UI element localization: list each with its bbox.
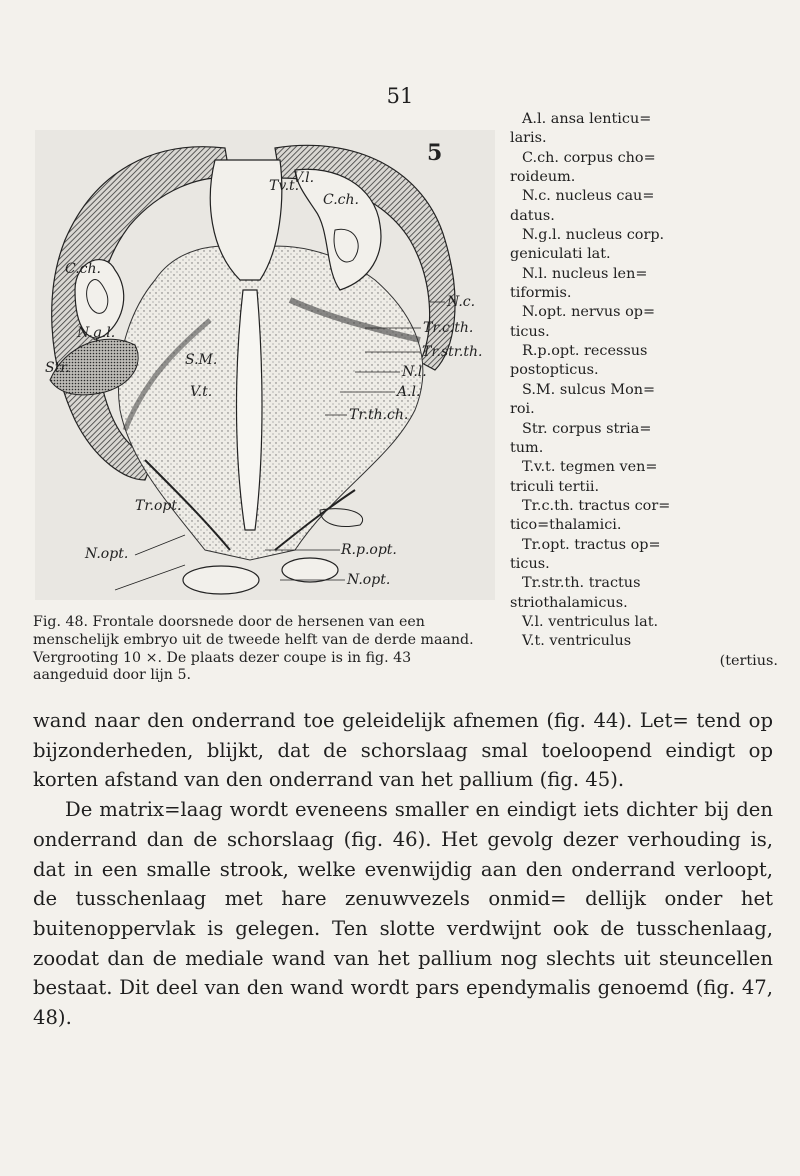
- legend-item: C.ch. corpus cho= roideum.: [510, 149, 656, 186]
- page-number: 51: [386, 84, 414, 108]
- caption-line: Fig. 48. Frontale doorsnede door de hersenen van een: [33, 614, 425, 630]
- label-v-l: V.l.: [293, 170, 315, 186]
- legend-item: V.l. ventriculus lat.: [522, 613, 659, 630]
- label-c-ch-right: C.ch.: [323, 192, 359, 208]
- label-str: Str.: [45, 360, 70, 376]
- legend-item: N.l. nucleus len= tiformis.: [510, 265, 648, 302]
- legend-item: S.M. sulcus Mon= roi.: [510, 381, 656, 418]
- legend-item: Tr.str.th. tractus striothalamicus.: [510, 575, 641, 611]
- body-text: [33, 706, 773, 1033]
- caption-line: menschelijk embryo uit de tweede helft van de derde maand.: [33, 631, 474, 648]
- figure-number-label: 5: [427, 140, 443, 166]
- label-tr-c-th: Tr.c.th.: [423, 320, 474, 336]
- legend-item: V.t. ventriculus (tertius.: [522, 633, 778, 669]
- body-paragraph: wand naar den onderrand toe geleidelijk afnemen (fig. 44). Let= tend op bijzonderheden, blijkt, dat de schorslaag smal toeloopend eindigt op korten afstand van den onderrand van het pallium (fig. 45).: [33, 709, 773, 792]
- body-paragraph: De matrix=laag wordt eveneens smaller en eindigt iets dichter bij den onderrand dan de schorslaag (fig. 46). Het gevolg dezer verhouding is, dat in een smalle strook, welke evenwijdig aan den onderrand verloopt, de tusschenlaag met hare zenuwvezels onmid= dellijk onder het buitenoppervlak is gelegen. Ten slotte verdwijnt ook de tusschenlaag, zoodat dan de mediale wand van het pallium nog slechts uit steuncellen bestaat. Dit deel van den wand wordt pars ependymalis genoemd (fig. 47, 48).: [33, 798, 773, 1030]
- brain-section-drawing: [35, 130, 495, 600]
- legend-item: N.opt. nervus op= ticus.: [510, 304, 656, 340]
- label-tr-opt: Tr.opt.: [135, 498, 182, 514]
- label-r-p-opt: R.p.opt.: [341, 542, 397, 558]
- label-c-ch-left: C.ch.: [65, 261, 101, 277]
- caption-line: aangeduid door lijn 5.: [33, 667, 191, 684]
- label-n-opt-left: N.opt.: [85, 546, 129, 562]
- legend-item: A.l. ansa lenticu= laris.: [510, 111, 652, 147]
- label-tr-th-ch: Tr.th.ch.: [349, 407, 409, 423]
- label-tr-str-th: Tr.str.th.: [422, 344, 483, 360]
- label-v-t: V.t.: [190, 384, 213, 400]
- third-ventricle: [237, 290, 263, 530]
- abbreviation-legend: [510, 110, 780, 671]
- caption-line: Vergrooting 10 ×. De plaats dezer coupe is in fig. 43: [33, 649, 412, 666]
- legend-item: Str. corpus stria= tum.: [510, 420, 652, 456]
- label-n-l: N.l.: [402, 364, 427, 380]
- legend-item: N.g.l. nucleus corp. geniculati lat.: [510, 227, 665, 263]
- label-tv-t: Tv.t.: [269, 178, 300, 194]
- label-s-m: S.M.: [185, 352, 218, 368]
- label-n-opt-right: N.opt.: [347, 572, 391, 588]
- legend-item: N.c. nucleus cau= datus.: [510, 188, 655, 224]
- label-a-l: A.l.: [397, 384, 421, 400]
- optic-nerve-right: [282, 558, 338, 582]
- legend-item: T.v.t. tegmen ven= triculi tertii.: [510, 459, 658, 495]
- label-n-c: N.c.: [447, 294, 476, 310]
- legend-item: R.p.opt. recessus postopticus.: [510, 343, 648, 379]
- legend-item: Tr.c.th. tractus cor= tico=thalamici.: [510, 497, 671, 534]
- figure-caption: [33, 614, 493, 685]
- label-n-gl: N.g.l.: [77, 325, 116, 341]
- optic-nerve-left: [183, 566, 259, 594]
- brain-section-figure: [35, 130, 495, 600]
- legend-item: Tr.opt. tractus op= ticus.: [510, 536, 661, 572]
